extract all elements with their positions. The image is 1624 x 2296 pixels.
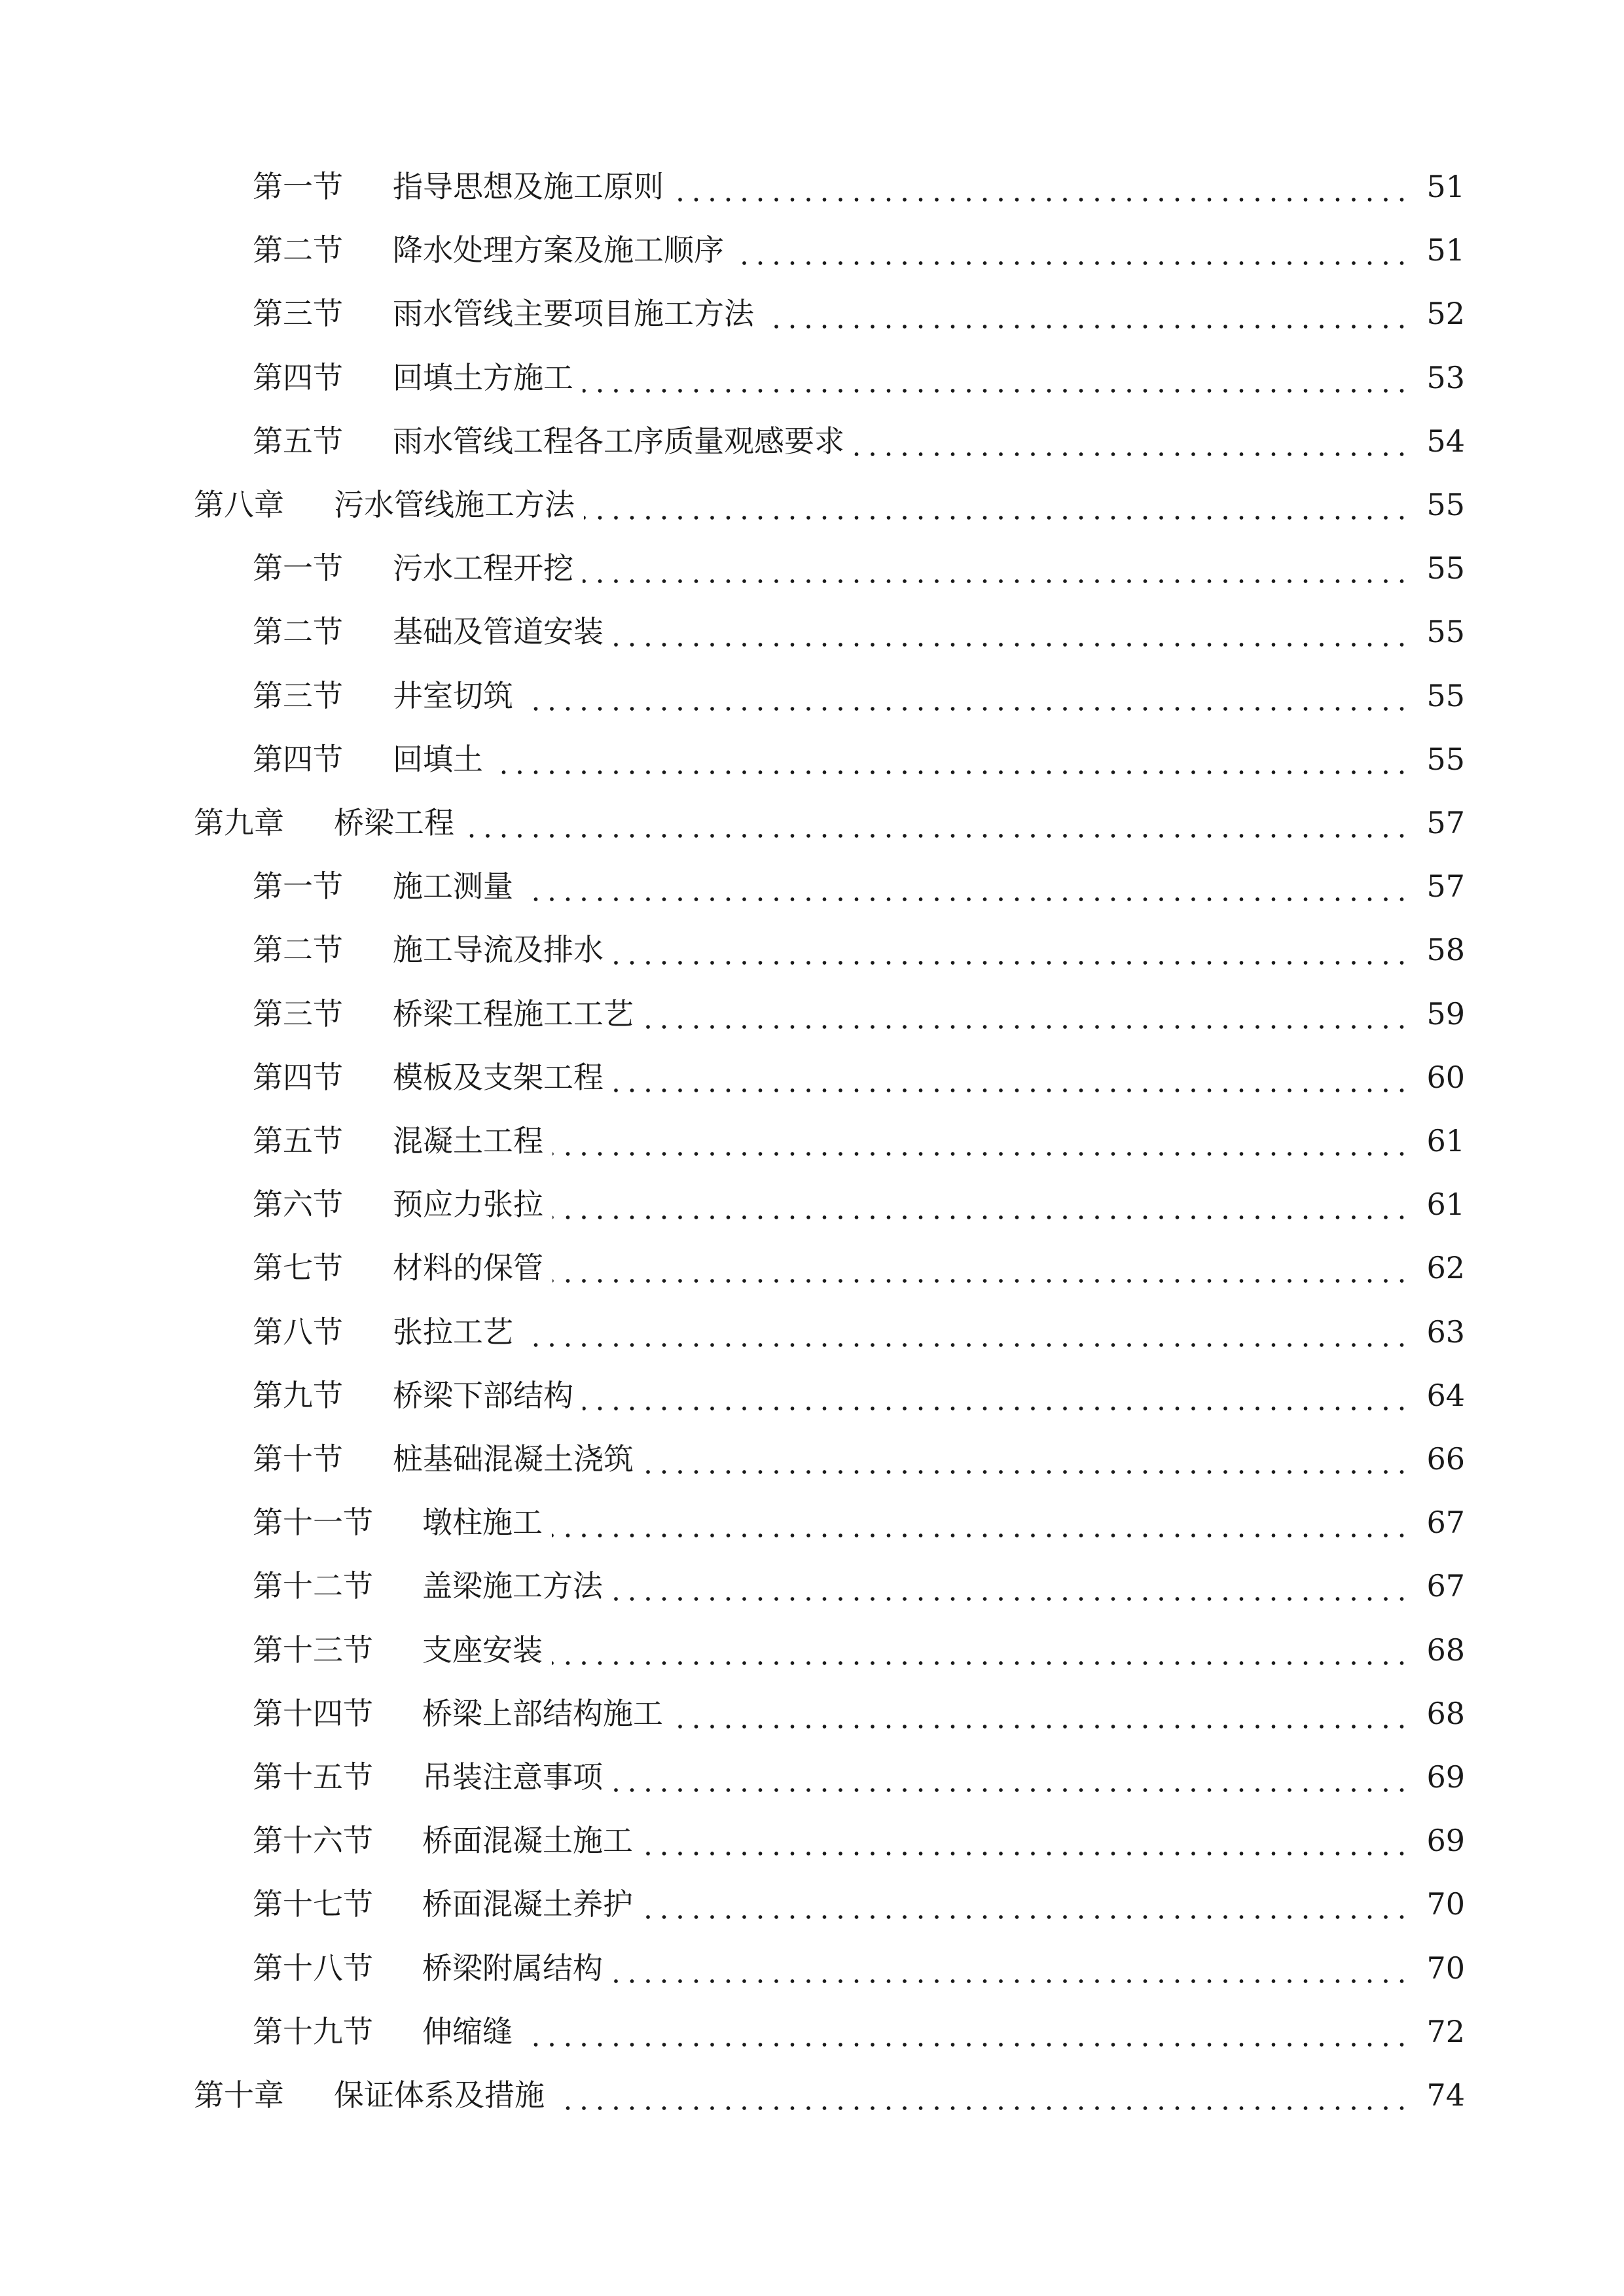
toc-dot-leader	[552, 1661, 1416, 1665]
toc-entry-number: 第十九节	[253, 2013, 373, 2049]
toc-dot-leader	[612, 1597, 1416, 1601]
toc-entry-title: 墩柱施工	[422, 1505, 543, 1541]
toc-entry-number: 第六节	[253, 1187, 343, 1223]
toc-entry[interactable]	[0, 984, 1624, 1043]
toc-entry-page: 72	[1426, 2013, 1465, 2049]
toc-entry-number: 第四节	[253, 741, 343, 777]
toc-entry[interactable]	[0, 666, 1624, 725]
toc-entry-page: 64	[1426, 1377, 1465, 1413]
toc-entry-page: 55	[1426, 741, 1465, 777]
toc-entry-page: 57	[1426, 869, 1465, 905]
toc-entry-number: 第四节	[253, 1059, 343, 1095]
toc-entry-number: 第十六节	[253, 1823, 373, 1859]
toc-entry-page: 60	[1426, 1059, 1465, 1095]
toc-dot-leader	[554, 2106, 1416, 2110]
toc-entry-title: 施工导流及排水	[393, 932, 604, 968]
toc-dot-leader	[613, 961, 1416, 965]
toc-entry[interactable]	[0, 920, 1624, 979]
toc-entry-number: 第十七节	[253, 1886, 373, 1922]
toc-entry-page: 70	[1426, 1886, 1465, 1922]
toc-dot-leader	[642, 1915, 1416, 1919]
toc-entry[interactable]	[0, 1493, 1624, 1552]
toc-entry-number: 第二节	[253, 614, 343, 650]
toc-entry-title: 桥梁工程施工工艺	[393, 996, 634, 1031]
toc-dot-leader	[612, 1788, 1416, 1792]
toc-entry-title: 雨水管线主要项目施工方法	[393, 296, 754, 332]
toc-entry-number: 第十一节	[253, 1505, 373, 1541]
toc-entry-number: 第一节	[253, 169, 343, 204]
toc-entry-number: 第十五节	[253, 1759, 373, 1795]
toc-dot-leader	[613, 643, 1416, 647]
toc-entry[interactable]	[0, 1366, 1624, 1425]
toc-dot-leader	[522, 1343, 1416, 1347]
toc-entry-page: 66	[1426, 1441, 1465, 1477]
toc-entry[interactable]	[0, 1621, 1624, 1679]
toc-entry-page: 74	[1426, 2077, 1465, 2113]
toc-entry-number: 第十四节	[253, 1695, 373, 1731]
toc-entry-number: 第二节	[253, 232, 343, 268]
toc-entry-title: 回填土方施工	[393, 359, 573, 395]
toc-entry-page: 58	[1426, 932, 1465, 968]
toc-entry-title: 雨水管线工程各工序质量观感要求	[393, 423, 844, 459]
toc-entry-page: 52	[1426, 296, 1465, 332]
toc-entry-page: 55	[1426, 550, 1465, 586]
toc-entry-title: 预应力张拉	[393, 1187, 543, 1223]
toc-entry-number: 第一节	[253, 550, 343, 586]
toc-entry[interactable]	[0, 602, 1624, 661]
toc-entry[interactable]	[0, 1429, 1624, 1488]
toc-entry-title: 张拉工艺	[393, 1314, 513, 1350]
toc-entry-page: 53	[1426, 359, 1465, 395]
toc-entry-number: 第十节	[253, 1441, 343, 1477]
toc-entry[interactable]	[0, 1811, 1624, 1870]
toc-dot-leader	[584, 516, 1416, 520]
toc-entry-title: 吊装注意事项	[422, 1759, 603, 1795]
toc-entry-title: 桥面混凝土施工	[422, 1823, 633, 1859]
toc-entry[interactable]	[0, 284, 1624, 343]
toc-entry-page: 61	[1426, 1187, 1465, 1223]
toc-dot-leader	[583, 389, 1416, 393]
toc-entry-page: 62	[1426, 1250, 1465, 1286]
toc-entry-page: 55	[1426, 677, 1465, 713]
toc-entry-title: 井室切筑	[393, 677, 513, 713]
toc-entry[interactable]	[0, 1048, 1624, 1107]
toc-entry[interactable]	[0, 1302, 1624, 1361]
toc-dot-leader	[552, 1152, 1416, 1156]
toc-entry-page: 68	[1426, 1695, 1465, 1731]
toc-entry-number: 第十八节	[253, 1950, 373, 1986]
toc-entry-title: 支座安装	[422, 1632, 543, 1668]
toc-entry-title: 桥面混凝土养护	[422, 1886, 633, 1922]
toc-dot-leader	[613, 1088, 1416, 1092]
toc-dot-leader	[642, 1852, 1416, 1856]
toc-entry[interactable]	[0, 348, 1624, 407]
toc-entry-title: 桥梁上部结构施工	[422, 1695, 663, 1731]
toc-dot-leader	[612, 1979, 1416, 1983]
toc-dot-leader	[552, 1279, 1416, 1283]
toc-dot-leader	[552, 1215, 1416, 1219]
toc-entry-page: 61	[1426, 1123, 1465, 1158]
toc-dot-leader	[492, 770, 1416, 774]
toc-entry-title: 回填土	[393, 741, 483, 777]
toc-entry[interactable]	[0, 2002, 1624, 2061]
toc-entry-title: 桥梁附属结构	[422, 1950, 603, 1986]
toc-entry-page: 70	[1426, 1950, 1465, 1986]
toc-dot-leader	[522, 897, 1416, 901]
toc-entry-page: 68	[1426, 1632, 1465, 1668]
toc-entry-page: 67	[1426, 1505, 1465, 1541]
toc-entry[interactable]	[0, 2066, 1624, 2125]
toc-entry[interactable]	[0, 857, 1624, 916]
toc-entry-title: 污水工程开挖	[393, 550, 573, 586]
toc-entry[interactable]	[0, 157, 1624, 216]
toc-entry-number: 第八章	[194, 487, 284, 522]
toc-entry-title: 混凝土工程	[393, 1123, 543, 1158]
toc-entry-page: 63	[1426, 1314, 1465, 1350]
toc-entry-title: 桩基础混凝土浇筑	[393, 1441, 634, 1477]
toc-entry[interactable]	[0, 539, 1624, 598]
toc-entry-number: 第九章	[194, 805, 284, 840]
toc-entry[interactable]	[0, 1111, 1624, 1170]
toc-entry-page: 69	[1426, 1759, 1465, 1795]
toc-entry-number: 第十三节	[253, 1632, 373, 1668]
toc-entry[interactable]	[0, 1175, 1624, 1234]
toc-entry-page: 51	[1426, 169, 1465, 204]
toc-entry-page: 69	[1426, 1823, 1465, 1859]
toc-entry[interactable]	[0, 221, 1624, 279]
toc-entry-number: 第八节	[253, 1314, 343, 1350]
toc-entry-number: 第五节	[253, 423, 343, 459]
toc-entry-number: 第十二节	[253, 1568, 373, 1604]
toc-entry[interactable]	[0, 1939, 1624, 1998]
toc-dot-leader	[672, 1725, 1416, 1729]
toc-entry[interactable]	[0, 730, 1624, 789]
toc-entry-number: 第三节	[253, 296, 343, 332]
toc-entry[interactable]	[0, 1684, 1624, 1743]
toc-dot-leader	[643, 1025, 1416, 1029]
toc-dot-leader	[643, 1470, 1416, 1474]
toc-entry-page: 54	[1426, 423, 1465, 459]
toc-entry-title: 降水处理方案及施工顺序	[393, 232, 724, 268]
toc-entry-number: 第七节	[253, 1250, 343, 1286]
toc-entry-number: 第五节	[253, 1123, 343, 1158]
toc-entry-title: 模板及支架工程	[393, 1059, 604, 1095]
toc-dot-leader	[522, 2043, 1416, 2047]
toc-entry-title: 桥梁工程	[334, 805, 454, 840]
toc-dot-leader	[583, 579, 1416, 583]
toc-entry[interactable]	[0, 1874, 1624, 1933]
toc-dot-leader	[522, 707, 1416, 711]
toc-entry-page: 55	[1426, 487, 1465, 522]
toc-entry-title: 伸缩缝	[422, 2013, 513, 2049]
toc-entry[interactable]	[0, 1238, 1624, 1297]
toc-dot-leader	[673, 198, 1416, 202]
toc-entry-title: 桥梁下部结构	[393, 1377, 573, 1413]
toc-dot-leader	[763, 325, 1416, 329]
toc-dot-leader	[463, 834, 1416, 838]
toc-entry-title: 基础及管道安装	[393, 614, 604, 650]
toc-entry-page: 59	[1426, 996, 1465, 1031]
toc-entry-title: 材料的保管	[393, 1250, 543, 1286]
toc-entry-page: 51	[1426, 232, 1465, 268]
toc-entry[interactable]	[0, 1556, 1624, 1615]
toc-dot-leader	[583, 1407, 1416, 1410]
toc-entry[interactable]	[0, 475, 1624, 534]
toc-entry-page: 55	[1426, 614, 1465, 650]
toc-entry-title: 保证体系及措施	[334, 2077, 545, 2113]
toc-entry-title: 盖梁施工方法	[422, 1568, 603, 1604]
toc-dot-leader	[733, 261, 1416, 265]
toc-entry-number: 第三节	[253, 996, 343, 1031]
toc-entry-page: 67	[1426, 1568, 1465, 1604]
toc-entry-number: 第二节	[253, 932, 343, 968]
toc-entry[interactable]	[0, 1748, 1624, 1806]
toc-entry-page: 57	[1426, 805, 1465, 840]
toc-entry-number: 第九节	[253, 1377, 343, 1413]
toc-entry-number: 第一节	[253, 869, 343, 905]
toc-entry-title: 指导思想及施工原则	[393, 169, 664, 204]
toc-entry-number: 第四节	[253, 359, 343, 395]
toc-entry-number: 第十章	[194, 2077, 284, 2113]
toc-dot-leader	[552, 1534, 1416, 1537]
toc-entry-title: 施工测量	[393, 869, 513, 905]
toc-entry[interactable]	[0, 412, 1624, 471]
toc-entry[interactable]	[0, 793, 1624, 852]
toc-entry-number: 第三节	[253, 677, 343, 713]
toc-entry-title: 污水管线施工方法	[334, 487, 575, 522]
toc-dot-leader	[854, 452, 1416, 456]
